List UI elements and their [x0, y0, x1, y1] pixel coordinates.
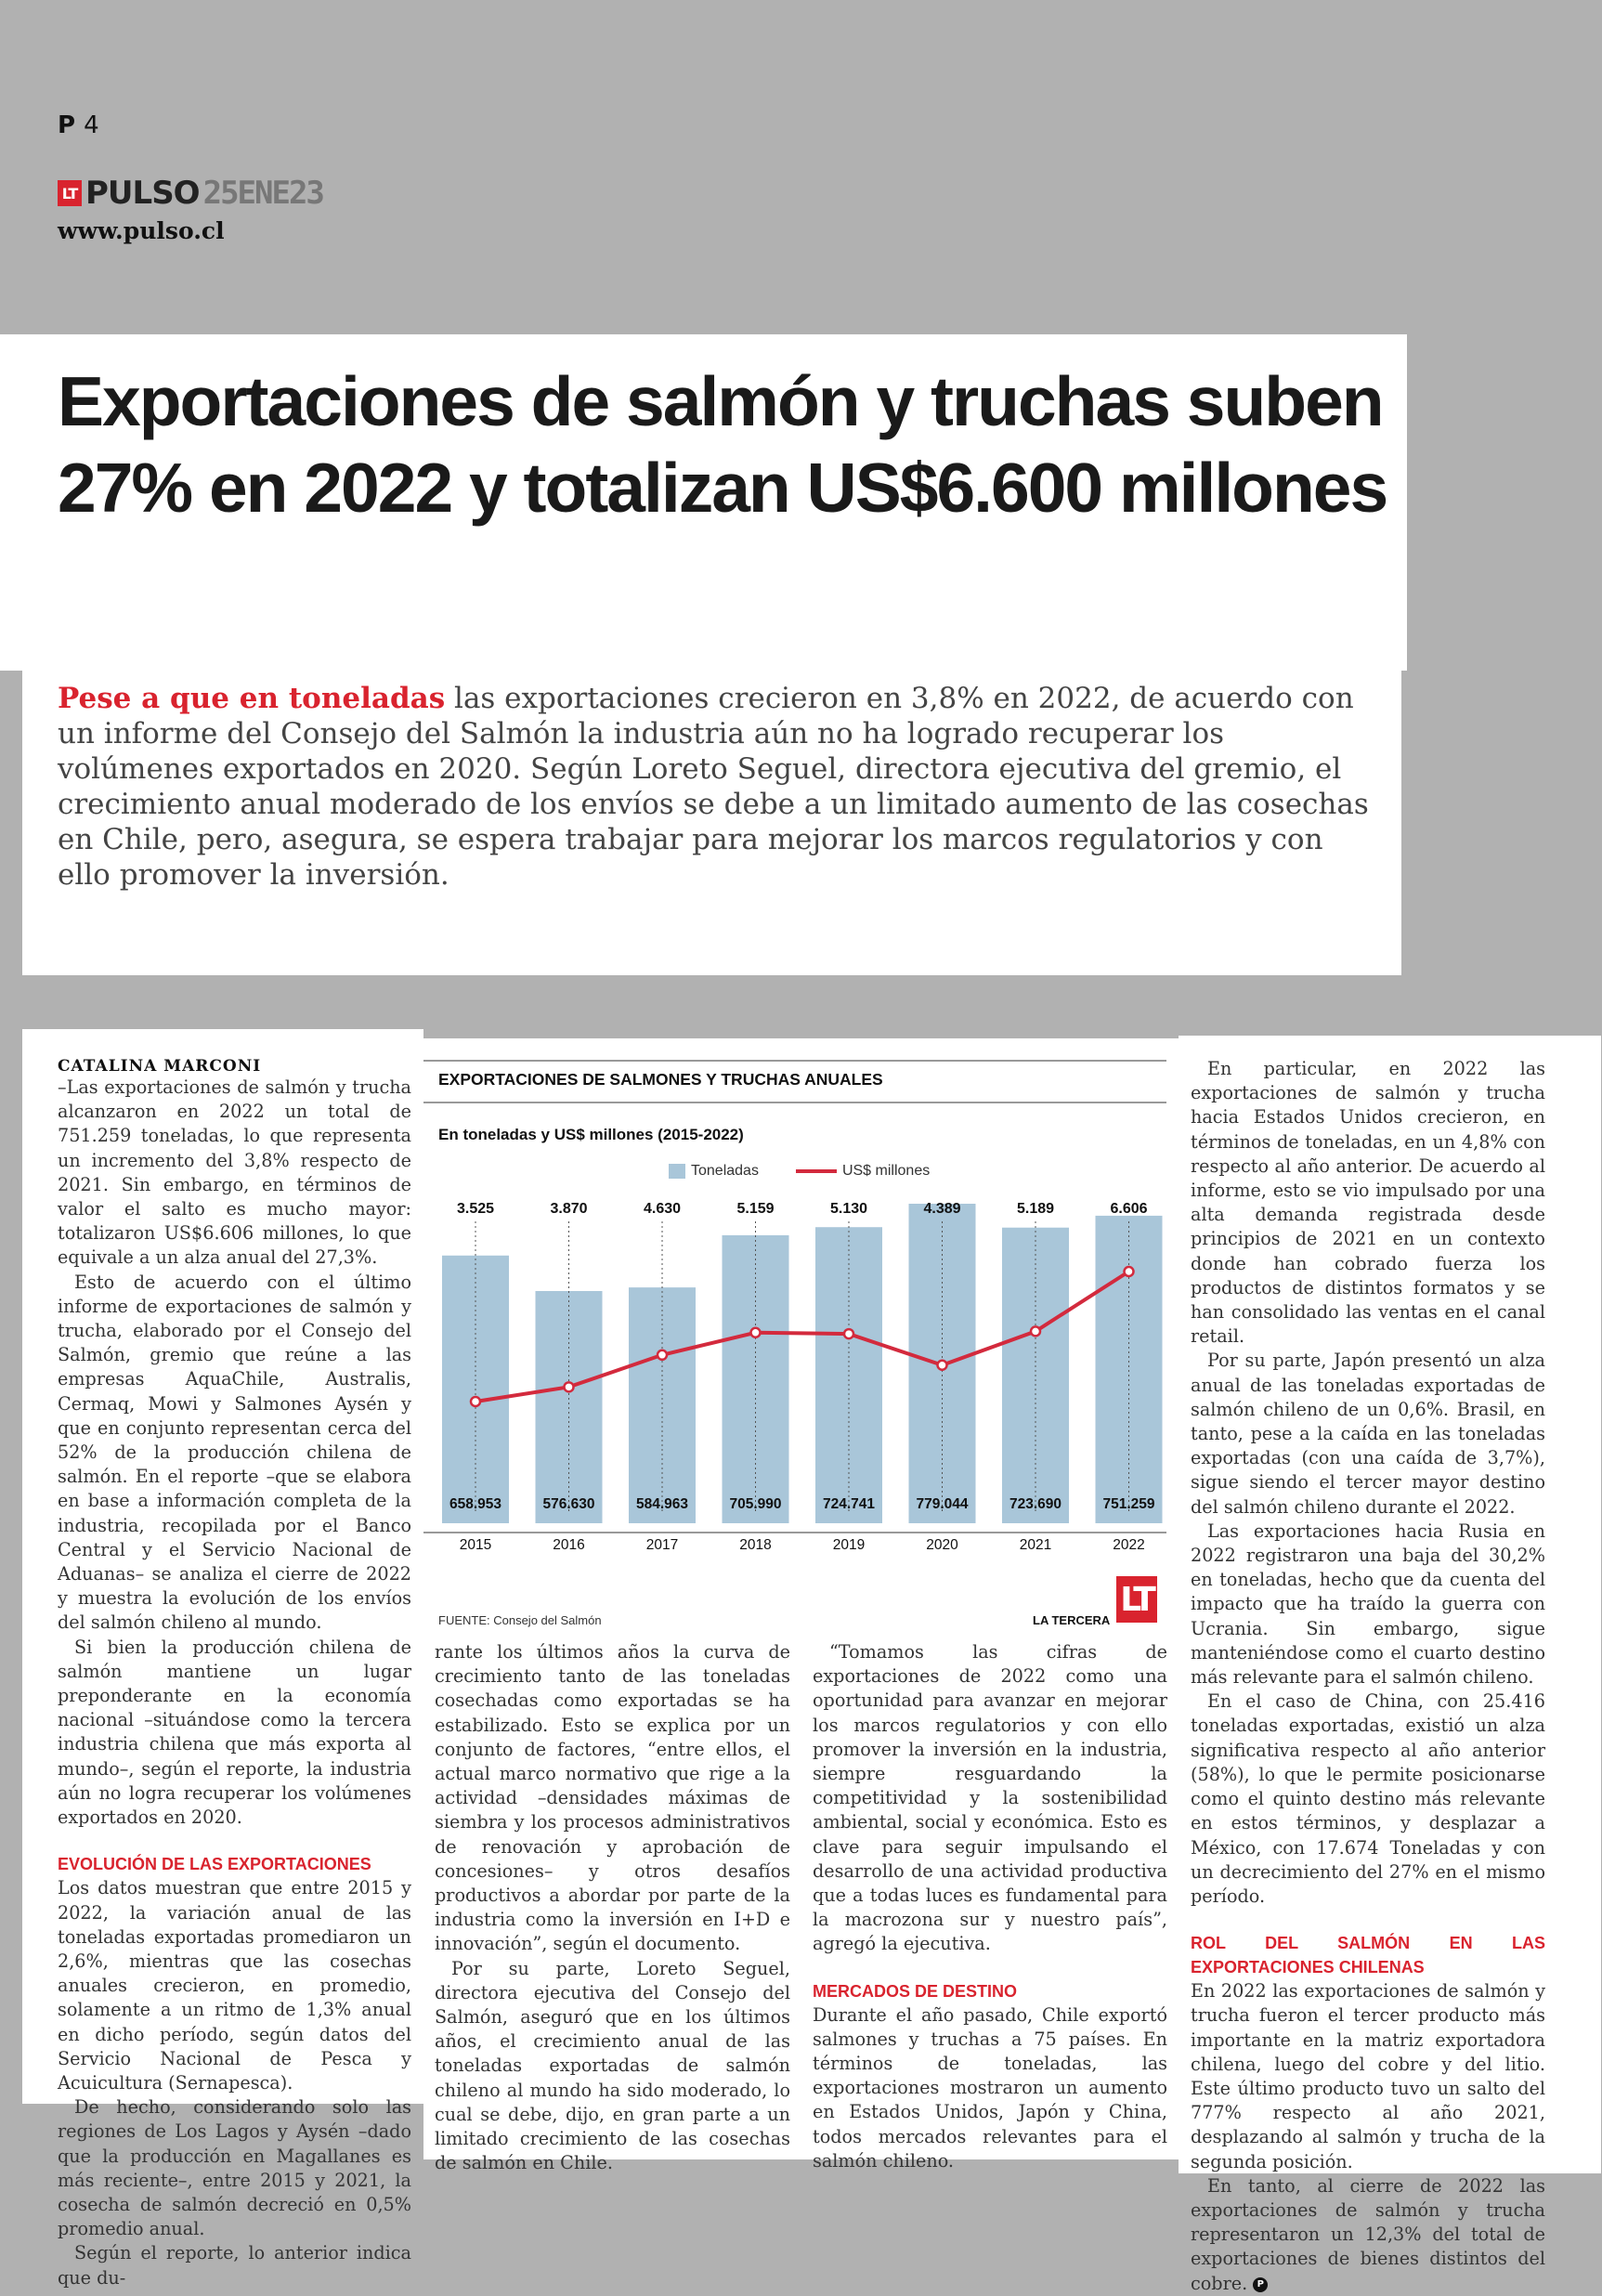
chart-svg [423, 1059, 1187, 1579]
value-label-usd-2018: 5.159 [736, 1201, 775, 1217]
website-url: www.pulso.cl [58, 217, 225, 244]
usd-point-2021 [1031, 1326, 1040, 1336]
lead-text: las exportaciones crecieron en 3,8% en 2022, de acuerdo con un informe del Consejo del Salmón la industria aún no ha logrado recuperar los volúmenes exportados en 2020. Según Loreto Seguel, directora ejecutiva del gremio, el crecimiento anual moderado de los envíos se debe a un limitado aumento de las cosechas en Chile, pero, asegura, se espera trabajar para mejorar los marcos regulatorios y con ello promover la inversión. [58, 682, 1369, 892]
issue-date: 25ENE23 [202, 175, 323, 212]
paragraph: rante los últimos años la curva de crecimiento tanto de las toneladas cosechadas como exportadas se ha estabilizado. Esto se explica por un conjunto de factores, “entre ellos, el actual marco normativo que rige a la actividad –densidades máximas de siembra y los procesos administrativos de renovación y aprobación de concesiones– y otros desafíos productivos a abordar por parte de la industria como la inversión en I+D e innovación”, según el documento. [435, 1641, 790, 1955]
paragraph: Durante el año pasado, Chile exportó salmones y truchas a 75 países. En términos de toneladas, las exportaciones mostraron un aumento en Estados Unidos, Japón y China, todos mercados relevantes para el salmón chileno. [813, 2003, 1167, 2172]
value-label-ton-2015: 658.953 [449, 1496, 502, 1512]
left-column [58, 1057, 411, 2290]
paragraph: Esto de acuerdo con el último informe de exportaciones de salmón y trucha, elaborado por el Consejo del Salmón, gremio que reúne a las empresas AquaChile, Australis, Cermaq, Mowi y Salmones Aysén y que en conjunto representan cerca del 52% de la producción chilena de salmón. En el reporte –que se elabora en base a información completa de la industria, recopilada por el Banco Central y el Servicio Nacional de Aduanas– se analiza el cierre de 2022 y muestra la evolución de los envíos del salmón chileno al mundo. [58, 1271, 411, 1634]
value-label-usd-2017: 4.630 [643, 1201, 682, 1217]
value-label-usd-2016: 3.870 [550, 1201, 588, 1217]
usd-point-2016 [565, 1382, 574, 1391]
value-label-usd-2015: 3.525 [456, 1201, 495, 1217]
author: CATALINA MARCONI [58, 1057, 262, 1076]
right-column [1191, 1057, 1545, 2296]
paragraph: –Las exportaciones de salmón y trucha alcanzaron en 2022 un total de 751.259 toneladas, lo que representa un incremento del 3,8% respecto de 2021. Sin embargo, en términos de valor el salto es mucho mayor: totalizaron US$6.606 millones, lo que equivale a un alza anual del 27,3%. [58, 1076, 411, 1269]
value-label-ton-2019: 724.741 [822, 1496, 876, 1512]
x-tick-2019: 2019 [832, 1537, 866, 1553]
value-label-ton-2017: 584.963 [635, 1496, 689, 1512]
page-number [58, 111, 99, 139]
x-tick-2017: 2017 [645, 1537, 679, 1553]
usd-point-2020 [938, 1361, 947, 1370]
masthead [58, 175, 323, 212]
brand-name: PULSO [85, 175, 200, 212]
section-heading-evolucion: EVOLUCIÓN DE LAS EXPORTACIONES [58, 1855, 371, 1874]
value-label-ton-2021: 723.690 [1009, 1496, 1062, 1512]
paragraph-text: En tanto, al cierre de 2022 las exportaciones de salmón y trucha representaron un 12,3% del total de exportaciones de bienes distintos del cobre. [1191, 2174, 1545, 2294]
paragraph: Los datos muestran que entre 2015 y 2022, la variación anual de las toneladas exportadas promediaron un 2,6%, mientras que las cosechas anuales crecieron, en promedio, solamente a un ritmo de 1,3% anual en dicho período, según datos del Servicio Nacional de Pesca y Acuicultura (Sernapesca). [58, 1877, 411, 2094]
paragraph: En el caso de China, con 25.416 toneladas exportadas, existió un alza significativa respecto al año anterior (58%), lo que le permite posicionarse como el quinto destino más relevante en estos términos, y desplazar a México, con 17.674 Toneladas y con un decrecimiento del 27% en el mismo período. [1191, 1690, 1545, 1907]
value-label-ton-2020: 779.044 [916, 1496, 969, 1512]
section-heading-mercados: MERCADOS DE DESTINO [813, 1981, 1018, 2001]
paragraph: Según el reporte, lo anterior indica que du- [58, 2242, 411, 2289]
x-tick-2022: 2022 [1113, 1537, 1145, 1553]
paragraph: En particular, en 2022 las exportaciones de salmón y trucha hacia Estados Unidos crecieron, en términos de toneladas, en un 4,8% con respecto al año anterior. De acuerdo al informe, esto se vio impulsado por una alta demanda registrada desde principios de 2021 en un contexto donde han cobrado fuerza los productos de distintos formatos y se han consolidado las ventas en el canal retail. [1191, 1058, 1545, 1348]
chart-subtitle: En toneladas y US$ millones (2015-2022) [438, 1126, 744, 1143]
paragraph: “Tomamos las cifras de exportaciones de 2022 como una oportunidad para avanzar en mejorar los marcos regulatorios y con ello promover la inversión en la industria, siempre resguardando la competitividad y la sostenibilidad ambiental, social y económica. Esto es clave para seguir impulsando el desarrollo de una actividad productiva que a todas luces es fundamental para la macrozona sur y nuestro país”, agregó la ejecutiva. [813, 1641, 1167, 1955]
value-label-ton-2016: 576.630 [542, 1496, 595, 1512]
x-tick-2016: 2016 [553, 1537, 585, 1553]
x-tick-2015: 2015 [459, 1537, 492, 1553]
value-label-usd-2020: 4.389 [923, 1201, 961, 1217]
paragraph: Por su parte, Loreto Seguel, directora ejecutiva del Consejo del Salmón, aseguró que en los últimos años, el crecimiento anual de las toneladas exportadas de salmón chileno al mundo ha sido moderado, lo cual se debe, dijo, en gran parte a un limitado crecimiento de las cosechas de salmón en Chile. [435, 1957, 790, 2174]
lt-logo: LT [58, 180, 82, 206]
lead-paragraph [58, 681, 1376, 893]
paragraph [1191, 2174, 1545, 2296]
legend-label-usd: US$ millones [841, 1163, 931, 1179]
section-heading-rol: ROL DEL SALMÓN EN LAS EXPORTACIONES CHILENAS [1191, 1934, 1545, 1977]
paragraph: Si bien la producción chilena de salmón mantiene un lugar preponderante en la economía nacional –situándose como la tercera industria chilena que más exporta al mundo–, según el reporte, la industria aún no logra recuperar los volúmenes exportados en 2020. [58, 1636, 411, 1829]
middle-column-2 [813, 1640, 1167, 2173]
x-tick-2018: 2018 [739, 1537, 772, 1553]
value-label-usd-2021: 5.189 [1016, 1201, 1055, 1217]
lead-highlight: Pese a que en toneladas [58, 682, 446, 715]
x-tick-2021: 2021 [1019, 1537, 1052, 1553]
chart-lt-logo: LT [1116, 1576, 1157, 1623]
usd-point-2015 [471, 1397, 480, 1406]
value-label-usd-2022: 6.606 [1110, 1201, 1148, 1217]
chart-brand: LA TERCERA [1033, 1613, 1111, 1627]
paragraph: En 2022 las exportaciones de salmón y trucha fueron el tercer producto más importante en la matriz exportadora chilena, luego del cobre y del litio. Este último producto tuvo un salto del 777% respecto al año 2021, desplazando al salmón y trucha de la segunda posición. [1191, 1980, 1545, 2172]
x-tick-2020: 2020 [926, 1537, 958, 1553]
headline: Exportaciones de salmón y truchas suben 27% en 2022 y totalizan US$6.600 millones [58, 362, 1387, 527]
middle-column-1 [435, 1640, 790, 2175]
value-label-usd-2019: 5.130 [829, 1201, 868, 1217]
page-prefix: P [58, 111, 76, 139]
paragraph: Por su parte, Japón presentó un alza anual de las toneladas exportadas de salmón chileno de un 0,6%. Brasil, en tanto, pese a la caída en las toneladas exportadas (con una caída de 3,7%), sigue siendo el tercer mayor destino del salmón chileno durante el 2022. [1191, 1350, 1545, 1518]
value-label-ton-2022: 751.259 [1102, 1496, 1155, 1512]
chart-title: EXPORTACIONES DE SALMONES Y TRUCHAS ANUALES [438, 1070, 883, 1089]
usd-point-2022 [1125, 1267, 1134, 1276]
usd-point-2018 [751, 1328, 761, 1337]
page-number-value: 4 [84, 111, 99, 139]
usd-point-2017 [658, 1350, 667, 1360]
usd-point-2019 [844, 1329, 853, 1338]
paragraph: Las exportaciones hacia Rusia en 2022 registraron una baja del 30,2% en toneladas, hecho que da cuenta del impacto que ha traído la guerra con Ucrania. Sin embargo, sigue manteniéndose como el cuarto destino más relevante para el salmón chileno. [1191, 1520, 1545, 1689]
end-mark-icon: P [1253, 2277, 1268, 2292]
chart-source: FUENTE: Consejo del Salmón [438, 1613, 602, 1627]
value-label-ton-2018: 705.990 [729, 1496, 782, 1512]
legend-label-toneladas: Toneladas [691, 1163, 759, 1179]
paragraph: De hecho, considerando solo las regiones de Los Lagos y Aysén –dado que la producción en Magallanes es más reciente–, entre 2015 y 2021, la cosecha de salmón decreció en 0,5% promedio anual. [58, 2096, 411, 2240]
